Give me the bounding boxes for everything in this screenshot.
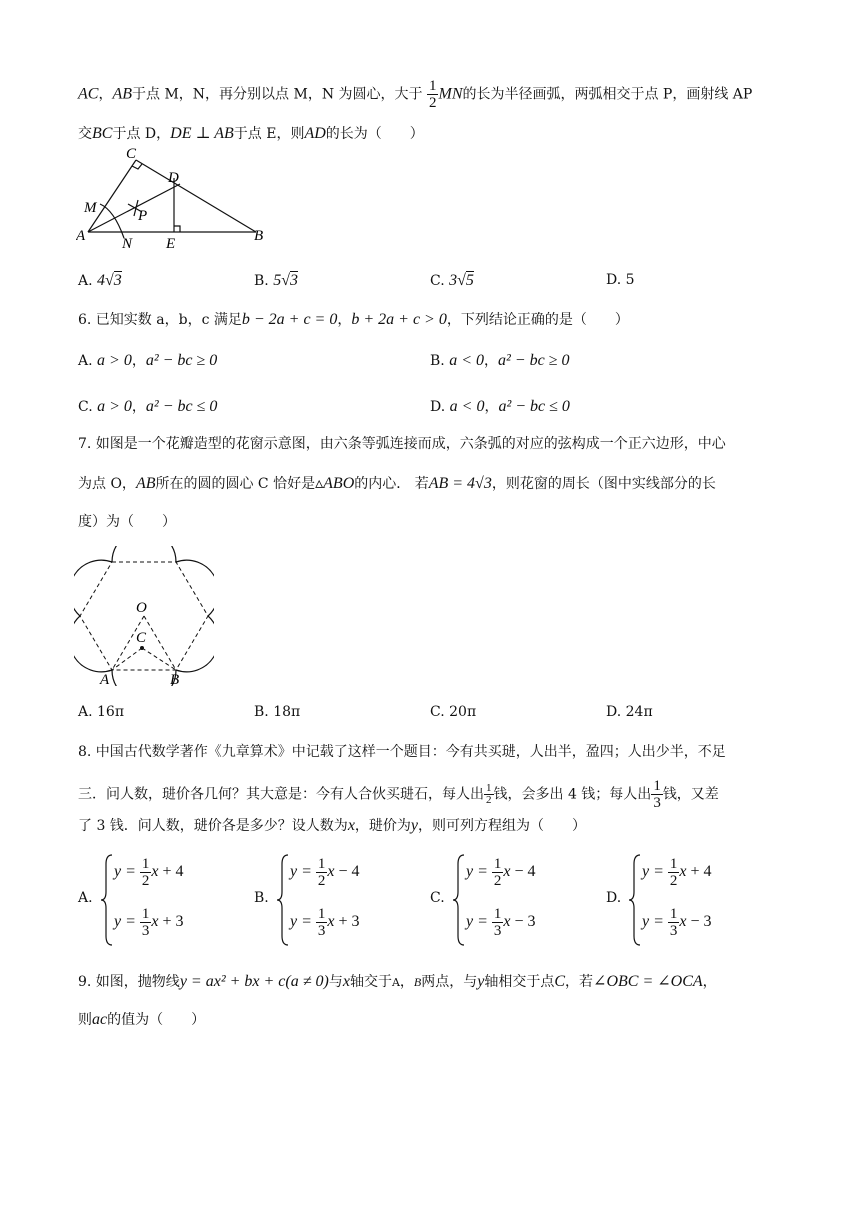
q6-option-d[interactable]: D. a < 0，a² − bc ≤ 0 xyxy=(430,398,570,415)
q8-fraction-half: $\frac{1}{2}$ xyxy=(486,782,492,806)
q7-option-d[interactable]: D. 24π xyxy=(606,704,653,720)
q5-label-m: M xyxy=(84,200,97,216)
q5-stem-line2: 交BC于点 D，DE ⊥ AB于点 E，则AD的长为（ ） xyxy=(78,125,424,142)
brace-icon xyxy=(276,854,290,946)
q8-stem-line1: 8. 中国古代数学著作《九章算术》中记载了这样一个题目：今有共买琎，人出半，盈四；人出少半，不足 xyxy=(78,744,726,760)
q8-option-b[interactable]: B. y = $\frac{1}{2}$ x − 4 y = $\frac{1}{3}$ x + 3 xyxy=(254,850,414,950)
q7-option-c[interactable]: C. 20π xyxy=(430,704,477,720)
q8-option-c[interactable]: C. y = $\frac{1}{2}$ x − 4 y = $\frac{1}{3}$ x − 3 xyxy=(430,850,590,950)
q7-stem-line1: 7. 如图是一个花瓣造型的花窗示意图，由六条等弧连接而成，六条弧的对应的弦构成一个正六边形，中心 xyxy=(78,436,726,452)
q5-label-d: D xyxy=(168,170,179,186)
brace-icon xyxy=(452,854,466,946)
brace-icon xyxy=(628,854,642,946)
q8-option-a[interactable]: A. y = $\frac{1}{2}$ x + 4 y = $\frac{1}{3}$ x + 3 xyxy=(78,850,238,950)
q7-stem-line2: 为点 O，AB所在的圆的圆心 C 恰好是▵ABO的内心． 若AB = 4√3，则花窗的周长（图中实线部分的长 xyxy=(78,475,716,492)
q5-figure xyxy=(76,142,276,252)
q7-flower-window-figure xyxy=(74,546,214,686)
q7-option-b[interactable]: B. 18π xyxy=(254,704,301,720)
q7-label-c: C xyxy=(136,630,147,646)
q5-option-a[interactable]: A. 4√3 xyxy=(78,272,122,289)
q5-label-c: C xyxy=(126,146,137,162)
q6-option-b[interactable]: B. a < 0，a² − bc ≥ 0 xyxy=(430,352,570,369)
brace-icon xyxy=(100,854,114,946)
q7-label-b: B xyxy=(170,672,180,686)
q6-stem: 6. 已知实数 a，b，c 满足b − 2a + c = 0，b + 2a + c > 0，下列结论正确的是（ ） xyxy=(78,311,629,328)
q8-stem-line2: 三．问人数，琎价各几何？其大意是：今有人合伙买琎石，每人出 $\frac{1}{2}$ 钱，会多出 4 钱；每人出 $\frac{1}{3}$ 钱，又差 xyxy=(78,778,719,811)
q5-label-p: P xyxy=(138,208,148,224)
q7-label-o: O xyxy=(136,600,147,616)
q7-label-a: A xyxy=(100,672,110,686)
q7-stem-line3: 度）为（ ） xyxy=(78,514,176,530)
q6-option-c[interactable]: C. a > 0，a² − bc ≤ 0 xyxy=(78,398,218,415)
q5-label-b: B xyxy=(254,228,264,244)
q5-stem-line1: AC，AB于点 M，N，再分别以点 M，N 为圆心，大于 $\frac{1}{2}$ MN的长为半径画弧，两弧相交于点 P，画射线 AP xyxy=(78,78,753,111)
q9-stem-line2: 则ac的值为（ ） xyxy=(78,1011,206,1028)
q5-option-c[interactable]: C. 3√5 xyxy=(430,272,474,289)
q6-option-a[interactable]: A. a > 0，a² − bc ≥ 0 xyxy=(78,352,218,369)
q5-option-b[interactable]: B. 5√3 xyxy=(254,272,298,289)
q7-option-a[interactable]: A. 16π xyxy=(78,704,125,720)
q8-option-d[interactable]: D. y = $\frac{1}{2}$ x + 4 y = $\frac{1}{3}$ x − 3 xyxy=(606,850,766,950)
q5-label-a: A xyxy=(76,228,86,244)
q5-label-e: E xyxy=(166,236,176,252)
q5-option-d[interactable]: D. 5 xyxy=(606,272,635,288)
q5-label-n: N xyxy=(122,236,133,252)
q8-stem-line3: 了 3 钱．问人数，琎价各是多少？设人数为x，琎价为y，则可列方程组为（ ） xyxy=(78,817,587,834)
q5-half-fraction: $\frac{1}{2}$ xyxy=(428,78,437,111)
q5-ac: AC xyxy=(78,85,99,103)
q8-fraction-third: $\frac{1}{3}$ xyxy=(653,778,661,811)
q9-stem-line1: 9. 如图，抛物线y = ax² + bx + c(a ≠ 0)与x轴交于A，B两点，与y轴相交于点C，若∠OBC = ∠OCA， xyxy=(78,973,717,990)
